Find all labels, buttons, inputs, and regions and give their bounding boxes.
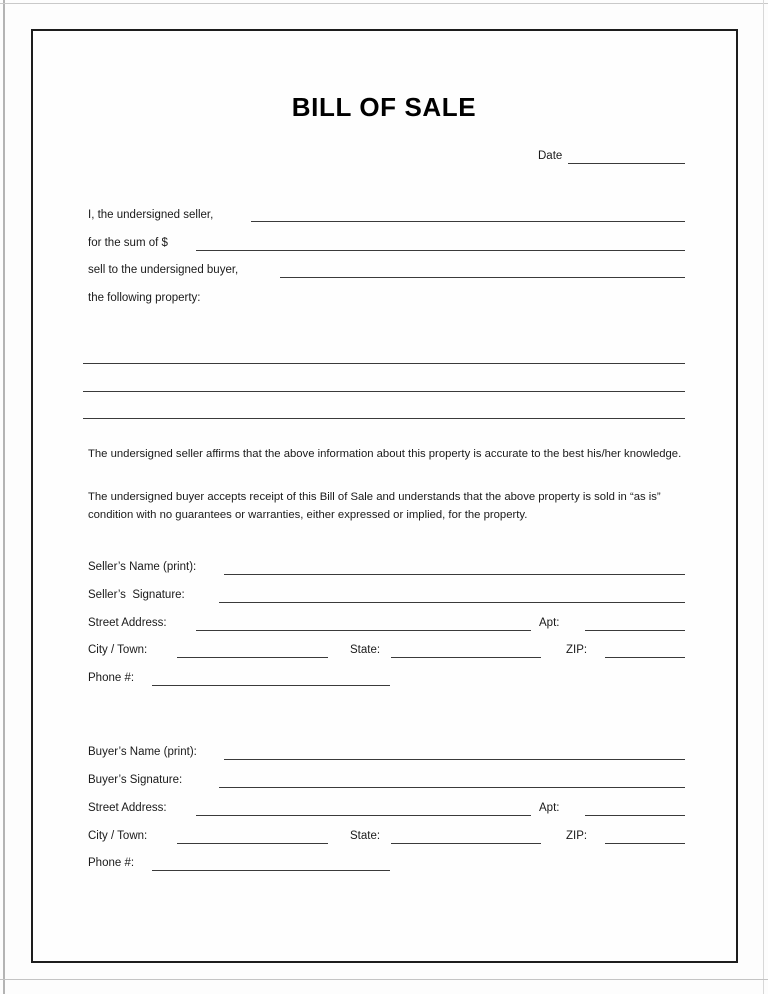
seller-phone-rule[interactable] bbox=[152, 685, 390, 686]
buyer-state-label: State: bbox=[350, 830, 381, 842]
buyer-zip-label: ZIP: bbox=[566, 830, 588, 842]
seller-state-rule[interactable] bbox=[391, 657, 541, 658]
page-title: BILL OF SALE bbox=[291, 92, 477, 122]
seller-street-rule[interactable] bbox=[196, 630, 531, 631]
seller-affirmation-paragraph: The undersigned seller affirms that the above information about this property is accurate to the best his/her knowledge. bbox=[88, 448, 682, 460]
buyer-name-intro-rule[interactable] bbox=[280, 277, 685, 278]
property-description-rule-1[interactable] bbox=[83, 363, 685, 364]
seller-apt-rule[interactable] bbox=[585, 630, 685, 631]
buyer-phone-rule[interactable] bbox=[152, 870, 390, 871]
buyer-apt-label: Apt: bbox=[539, 802, 560, 814]
seller-signature-rule[interactable] bbox=[219, 602, 685, 603]
scan-edge-bottom bbox=[0, 979, 768, 980]
date-input-rule[interactable] bbox=[568, 163, 685, 164]
seller-city-label: City / Town: bbox=[88, 644, 148, 656]
sum-input-rule[interactable] bbox=[196, 250, 685, 251]
seller-name-label: Seller’s Name (print): bbox=[88, 561, 197, 573]
seller-name-rule[interactable] bbox=[224, 574, 685, 575]
seller-street-label: Street Address: bbox=[88, 617, 167, 629]
buyer-apt-rule[interactable] bbox=[585, 815, 685, 816]
buyer-state-rule[interactable] bbox=[391, 843, 541, 844]
seller-zip-label: ZIP: bbox=[566, 644, 588, 656]
date-label: Date bbox=[538, 150, 563, 162]
scan-edge-right bbox=[763, 0, 764, 994]
scan-edge-top bbox=[0, 3, 768, 4]
buyer-zip-rule[interactable] bbox=[605, 843, 685, 844]
property-label: the following property: bbox=[88, 292, 201, 304]
seller-name-intro-rule[interactable] bbox=[251, 221, 685, 222]
property-description-rule-3[interactable] bbox=[83, 418, 685, 419]
seller-city-rule[interactable] bbox=[177, 657, 328, 658]
seller-apt-label: Apt: bbox=[539, 617, 560, 629]
seller-phone-label: Phone #: bbox=[88, 672, 135, 684]
buyer-street-label: Street Address: bbox=[88, 802, 167, 814]
seller-intro-label: I, the undersigned seller, bbox=[88, 209, 214, 221]
buyer-name-rule[interactable] bbox=[224, 759, 685, 760]
seller-signature-label: Seller’s Signature: bbox=[88, 589, 185, 601]
buyer-signature-label: Buyer’s Signature: bbox=[88, 774, 183, 786]
seller-zip-rule[interactable] bbox=[605, 657, 685, 658]
buyer-intro-label: sell to the undersigned buyer, bbox=[88, 264, 239, 276]
sum-label: for the sum of $ bbox=[88, 237, 168, 249]
buyer-affirmation-paragraph: The undersigned buyer accepts receipt of this Bill of Sale and understands that the above property is sold in “as is” condition with no guarantees or warranties, either expressed or implied, for the property. bbox=[88, 491, 661, 521]
buyer-signature-rule[interactable] bbox=[219, 787, 685, 788]
buyer-city-label: City / Town: bbox=[88, 830, 148, 842]
buyer-street-rule[interactable] bbox=[196, 815, 531, 816]
property-description-rule-2[interactable] bbox=[83, 391, 685, 392]
seller-state-label: State: bbox=[350, 644, 381, 656]
buyer-name-label: Buyer’s Name (print): bbox=[88, 746, 197, 758]
scan-edge-left bbox=[3, 0, 5, 994]
buyer-city-rule[interactable] bbox=[177, 843, 328, 844]
buyer-phone-label: Phone #: bbox=[88, 857, 135, 869]
